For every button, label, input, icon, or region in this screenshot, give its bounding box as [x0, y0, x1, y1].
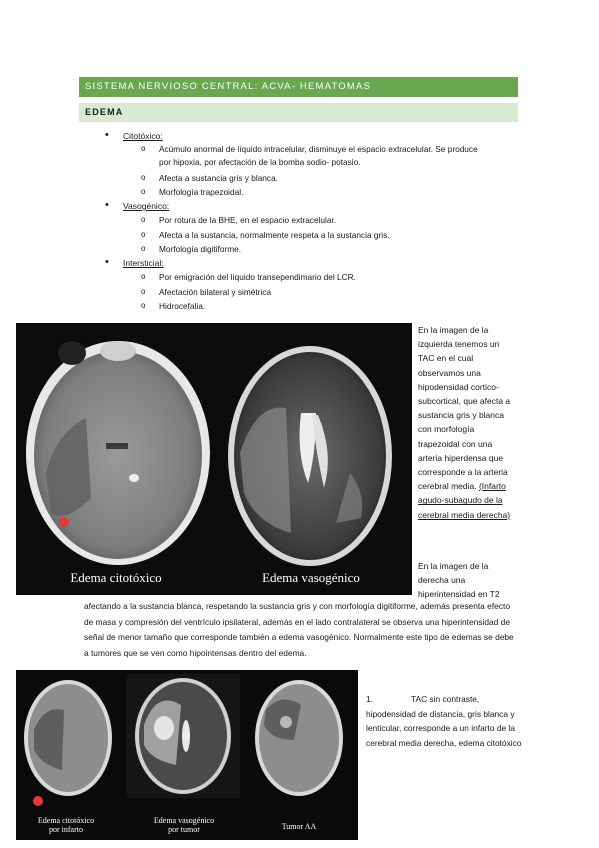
- list-item: o Morfología trapezoidal.: [141, 187, 244, 197]
- list-item: o Morfología digitiforme.: [141, 244, 242, 254]
- list-item-type: [105, 199, 170, 212]
- page-title: SISTEMA NERVIOSO CENTRAL: ACVA- HEMATOMAS: [79, 77, 518, 97]
- note-number: 1.: [366, 694, 373, 704]
- type-name: Citotóxico:: [123, 131, 163, 141]
- list-item: o Hidrocefalia.: [141, 301, 206, 311]
- figure1-description-right: En la imagen de la derecha una hiperintensidad en T2: [418, 561, 500, 600]
- caption-edema-citotoxico: Edema citotóxico: [70, 570, 162, 585]
- list-item: o Afectación bilateral y simétrica: [141, 287, 272, 297]
- vasogenic-paragraph: afectando a la sustancia blanca, respetando la sustancia gris y con morfología digitiforme, además presenta efecto de masa y compresión del ventrículo ipsilateral, además en el lado contralateral se observa una hiperintensidad de señal de menor tamaño que corresponde también a edema vasogénico. Normalmente este tipo de edemas se debe a tumores que se ven como hipointensas dentro del edema.: [84, 601, 514, 658]
- bullet-icon: •: [105, 256, 109, 268]
- figure1-description: En la imagen de la izquierda tenemos un TAC en el cual observamos una hipodensidad cortico-subcortical, que afecta a sustancia gris y blanca con morfología trapezoidal con una arteria hiperdensa que corresponde a la arteria cerebral media. (Infarto agudo-subagudo de la cerebral media derecha): [418, 325, 511, 520]
- bullet-circle-icon: o: [141, 301, 146, 310]
- bullet-circle-icon: o: [141, 230, 146, 239]
- bullet-circle-icon: o: [141, 215, 146, 224]
- list-item: o Por emigración del líquido transependimario del LCR.: [141, 272, 356, 282]
- section-heading: EDEMA: [79, 103, 518, 122]
- caption-edema-vasogenico: Edema vasogénico: [262, 570, 360, 585]
- bullet-icon: •: [105, 199, 109, 211]
- brain-scans-image: [16, 323, 412, 595]
- type-name: Vasogénico:: [123, 201, 170, 211]
- diagnosis-link: (Infarto agudo-subagudo de la cerebral media derecha): [418, 481, 511, 520]
- three-scans-image: [16, 670, 358, 840]
- figure-edema-comparison: [16, 323, 412, 595]
- type-name: Intersticial:: [123, 258, 164, 268]
- figure-edema-types: [16, 670, 358, 840]
- bullet-circle-icon: o: [141, 187, 146, 196]
- list-item: o Acúmulo anormal de líquido intracelular, disminuye el espacio extracelular. Se produce por hipoxia, por afectación de la bomba sodio- potasio.: [141, 144, 478, 167]
- bullet-circle-icon: o: [141, 244, 146, 253]
- caption-tumor-aa: Tumor AA: [281, 822, 317, 831]
- list-item: o Afecta a sustancia gris y blanca.: [141, 173, 278, 183]
- bullet-circle-icon: o: [141, 173, 146, 182]
- list-item: o Afecta a la sustancia, normalmente respeta a la sustancia gris.: [141, 230, 390, 240]
- list-item: o Por rotura de la BHE, en el espacio extracelular.: [141, 215, 337, 225]
- bullet-circle-icon: o: [141, 144, 146, 153]
- caption-citotoxico-infarto: Edema citotóxico por infarto: [37, 816, 95, 834]
- list-item-type: [105, 256, 164, 269]
- bullet-circle-icon: o: [141, 272, 146, 281]
- caption-vasogenico-tumor: Edema vasogénico por tumor: [153, 816, 215, 834]
- bullet-icon: •: [105, 129, 109, 141]
- bullet-circle-icon: o: [141, 287, 146, 296]
- figure2-note: [366, 692, 524, 750]
- note-text: TAC sin contraste, hipodensidad de distancia, gris blanca y lenticular, corresponde a un infarto de la cerebral media derecha, edema citotóxico: [366, 694, 522, 748]
- list-item-type: [105, 129, 163, 142]
